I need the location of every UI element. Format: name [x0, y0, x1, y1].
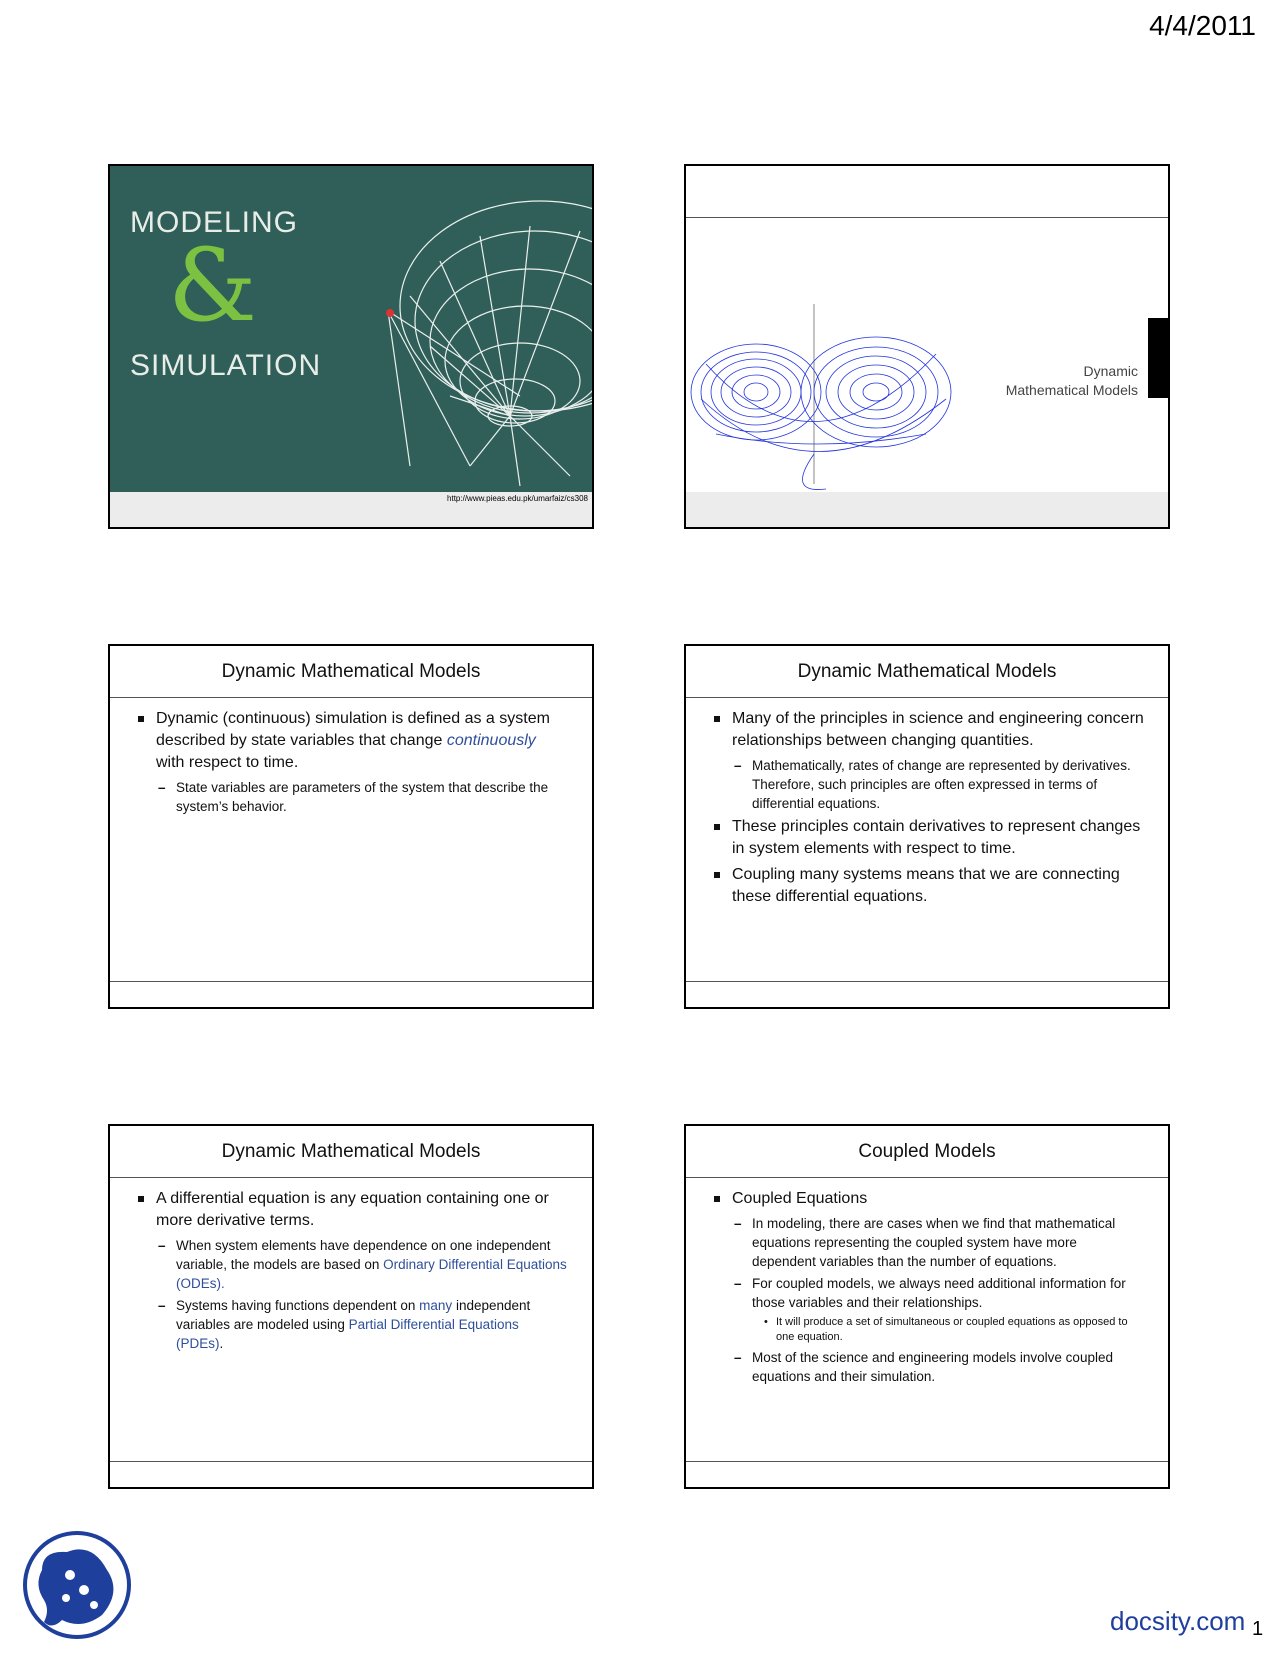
slide-footer	[110, 981, 592, 1007]
page-number: 1	[1252, 1618, 1264, 1640]
section-accent-bar	[1148, 318, 1168, 398]
pencil-tip-icon	[386, 309, 394, 317]
many-term: many	[419, 1298, 453, 1313]
sub-sub-bullet: • It will produce a set of simultaneous or coupled equations as opposed to one equation.	[714, 1315, 1144, 1345]
section-label	[1006, 362, 1138, 400]
title-word-modeling: MODELING	[130, 206, 299, 239]
page-date: 4/4/2011	[1149, 10, 1256, 41]
slide-footer	[686, 981, 1168, 1007]
slide-title: Dynamic Mathematical Models	[686, 646, 1168, 698]
sub-bullet: – In modeling, there are cases when we find that mathematical equations representing the coupled system have more dependent variables than the number of equations.	[714, 1214, 1144, 1271]
docsity-logo-icon	[22, 1530, 132, 1640]
sub-bullet: – When system elements have dependence on one independent variable, the models are based on Ordinary Differential Equations (ODEs).	[138, 1236, 568, 1293]
slide-footer	[686, 1461, 1168, 1487]
slide-title-card	[108, 164, 594, 529]
sub-bullet: – Mathematically, rates of change are represented by derivatives. Therefore, such principles are often expressed in terms of differential equations.	[714, 756, 1144, 813]
sub-bullet: – Most of the science and engineering models involve coupled equations and their simulation.	[714, 1348, 1144, 1386]
bullet: Coupled Equations	[714, 1188, 1144, 1210]
slide-url-strip	[110, 492, 592, 527]
emphasis-continuously: continuously	[446, 732, 536, 749]
bullet: Dynamic (continuous) simulation is defined as a system described by state variables that change continuously with respect to time.	[138, 708, 568, 774]
title-word-simulation: SIMULATION	[130, 349, 322, 382]
bullet: A differential equation is any equation containing one or more derivative terms.	[138, 1188, 568, 1232]
slide-body	[110, 698, 592, 816]
sub-bullet: – For coupled models, we always need additional information for those variables and their relationships.	[714, 1274, 1144, 1312]
slide-dynamic-models-3	[108, 1124, 594, 1489]
slide-title: Dynamic Mathematical Models	[110, 1126, 592, 1178]
slide-body	[686, 698, 1168, 908]
slide-title: Coupled Models	[686, 1126, 1168, 1178]
slide-title: Dynamic Mathematical Models	[110, 646, 592, 698]
slide-bottom-strip	[686, 492, 1168, 527]
slide-body	[686, 1178, 1168, 1386]
slide-title-bar	[686, 166, 1168, 218]
lorenz-attractor-image	[686, 304, 976, 494]
sub-bullet: – State variables are parameters of the system that describe the system’s behavior.	[138, 778, 568, 816]
bullet: Coupling many systems means that we are connecting these differential equations.	[714, 864, 1144, 908]
chalkboard-image	[110, 166, 592, 496]
bullet: These principles contain derivatives to represent changes in system elements with respect to time.	[714, 816, 1144, 860]
bullet: Many of the principles in science and engineering concern relationships between changing quantities.	[714, 708, 1144, 752]
ode-term: Ordinary Differential Equations (ODEs).	[176, 1257, 567, 1291]
section-label-line1: Dynamic	[1083, 363, 1138, 379]
slide-coupled-models	[684, 1124, 1170, 1489]
sub-bullet: – Systems having functions dependent on many independent variables are modeled using Partial Differential Equations (PDEs).	[138, 1296, 568, 1353]
pde-term: Partial Differential Equations (PDEs)	[176, 1317, 519, 1351]
slide-dynamic-models-1	[108, 644, 594, 1009]
title-ampersand: &	[168, 227, 258, 344]
slide-body	[110, 1178, 592, 1353]
slide-dynamic-models-2	[684, 644, 1170, 1009]
slide-section-dynamic	[684, 164, 1170, 529]
course-url: http://www.pieas.edu.pk/umarfaiz/cs308	[447, 494, 588, 503]
docsity-brand-link[interactable]: docsity.com	[1110, 1606, 1246, 1636]
section-label-line2: Mathematical Models	[1005, 382, 1138, 398]
slide-footer	[110, 1461, 592, 1487]
